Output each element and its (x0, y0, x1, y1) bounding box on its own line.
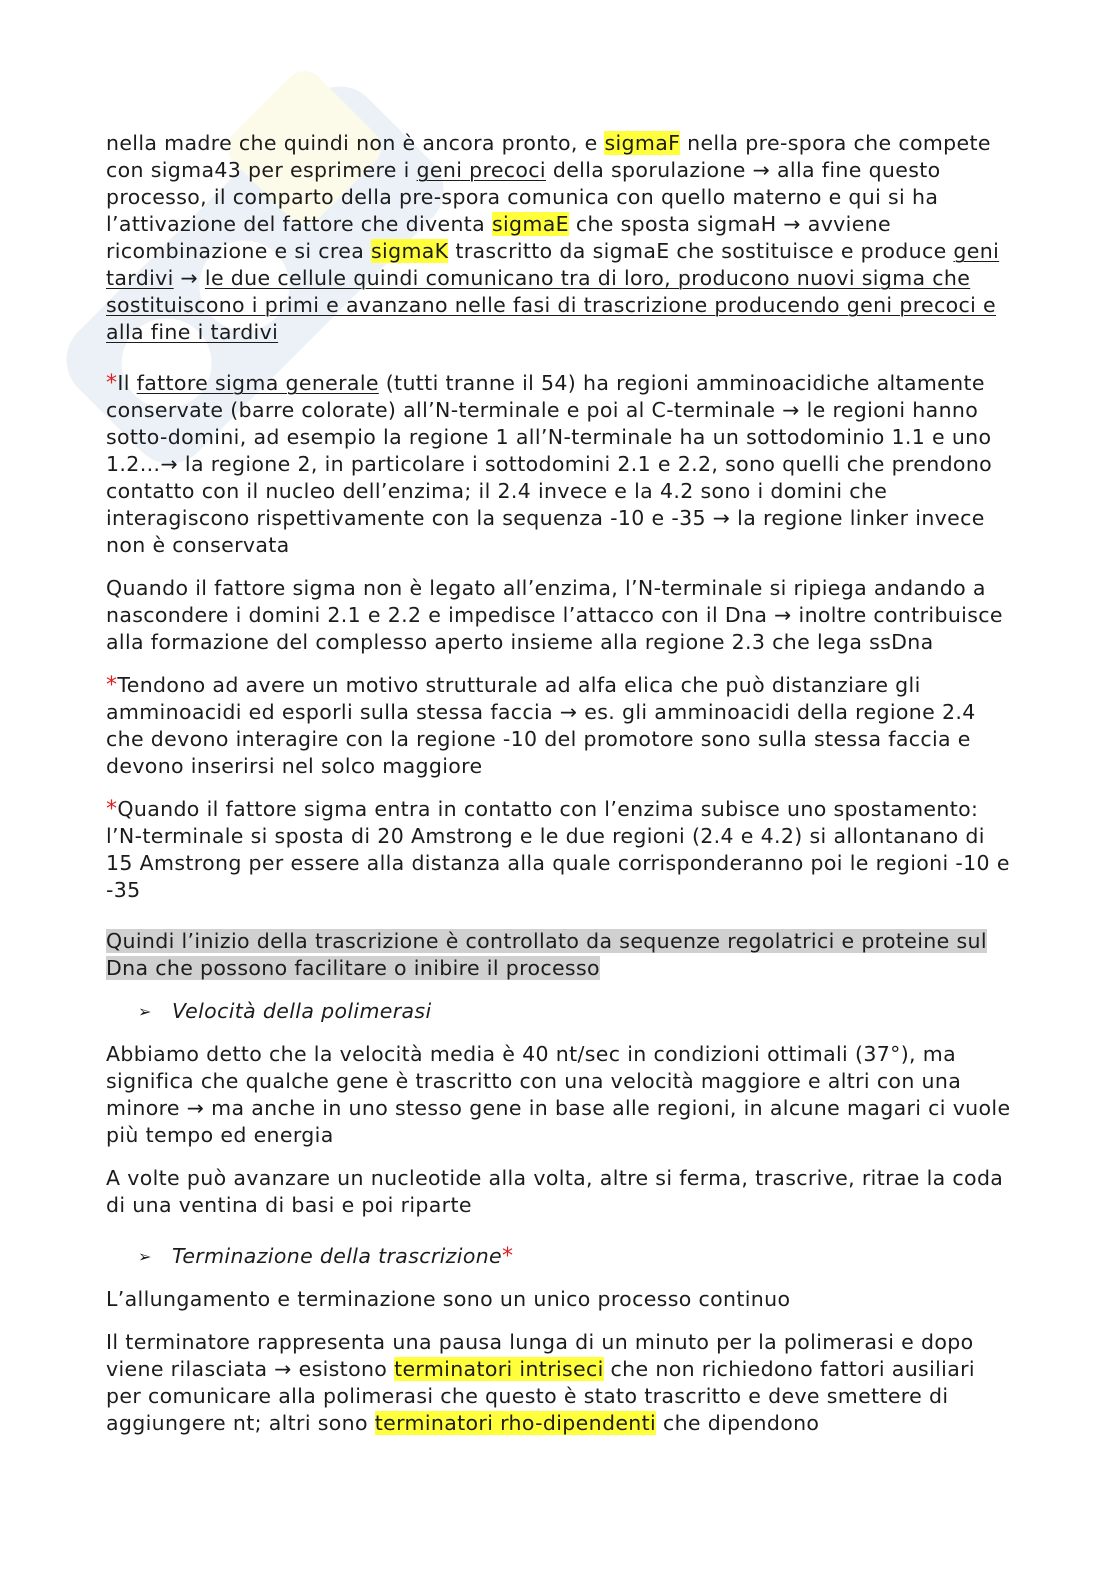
paragraph-allungamento: L’allungamento e terminazione sono un unico processo continuo (106, 1287, 791, 1311)
red-asterisk: * (106, 371, 118, 396)
document-page (106, 130, 1011, 1453)
red-asterisk: * (106, 673, 118, 698)
arrow-bullet-icon: ➢ (138, 1247, 152, 1266)
paragraph-alfa-elica: *Tendono ad avere un motivo strutturale ad alfa elica che può distanziare gli amminoacidi ed esporli sulla stessa faccia → es. gli amminoacidi della regione 2.4 che devono interagire con la regione -10 del promotore sono sulla stessa faccia e devono inserirsi nel solco maggiore (106, 673, 976, 778)
grey-highlight: Quindi l’inizio della trascrizione è controllato da sequenze regolatrici e proteine sul Dna che possono facilitare o inibire il processo (106, 929, 987, 980)
highlight-terminatori-intriseci: terminatori intriseci (394, 1357, 604, 1381)
bullet-label: Velocità della polimerasi (172, 999, 432, 1023)
paragraph-spostamento: *Quando il fattore sigma entra in contatto con l’enzima subisce uno spostamento: l’N-terminale si sposta di 20 Amstrong e le due regioni (2.4 e 4.2) si allontanano di 15 Amstrong per essere alla distanza alla quale corrisponderanno poi le regioni -10 e -35 (106, 797, 1010, 902)
paragraph-n-terminale: Quando il fattore sigma non è legato all’enzima, l’N-terminale si ripiega andando a nascondere i domini 2.1 e 2.2 e impedisce l’attacco con il Dna → inoltre contribuisce alla formazione del complesso aperto insieme alla regione 2.3 che lega ssDna (106, 576, 1003, 654)
arrow-bullet-icon: ➢ (138, 1002, 152, 1021)
bullet-label: Terminazione della trascrizione (172, 1244, 503, 1268)
paragraph-nucleotide: A volte può avanzare un nucleotide alla volta, altre si ferma, trascrive, ritrae la coda di una ventina di basi e poi riparte (106, 1166, 1004, 1217)
highlight-sigmaK: sigmaK (371, 239, 449, 263)
underline-geni-tardivi: geni tardivi (106, 239, 1000, 290)
paragraph-summary-grey (106, 928, 1011, 982)
paragraph-sporulation: nella madre che quindi non è ancora pronto, e sigmaF nella pre-spora che compete con sigma43 per esprimere i geni precoci della sporulazione → alla fine questo processo, il comparto della pre-spora comunica con quello materno e qui si ha l’attivazione del fattore che diventa sigmaE che sposta sigmaH → avviene ricombinazione e si crea sigmaK trascritto da sigmaE che sostituisce e produce geni tardivi → le due cellule quindi comunicano tra di loro, producono nuovi sigma che sostituiscono i primi e avanzano nelle fasi di trascrizione producendo geni precoci e alla fine i tardivi (106, 131, 1000, 344)
underline-summary: le due cellule quindi comunicano tra di loro, producono nuovi sigma che sostituiscono i primi e avanzano nelle fasi di trascrizione producendo geni precoci e alla fine i tardivi (106, 266, 997, 344)
paragraph-terminatore: Il terminatore rappresenta una pausa lunga di un minuto per la polimerasi e dopo viene rilasciata → esistono terminatori intriseci che non richiedono fattori ausiliari per comunicare alla polimerasi che questo è stato trascritto e deve smettere di aggiungere nt; altri sono terminatori rho-dipendenti che dipendono (106, 1330, 975, 1435)
highlight-sigmaF: sigmaF (604, 131, 681, 155)
red-asterisk: * (502, 1244, 514, 1269)
bullet-terminazione (138, 1243, 1011, 1270)
highlight-terminatori-rho: terminatori rho-dipendenti (374, 1411, 657, 1435)
underline-geni-precoci: geni precoci (416, 158, 546, 182)
highlight-sigmaE: sigmaE (491, 212, 569, 236)
underline-fattore-sigma-generale: fattore sigma generale (136, 371, 379, 395)
paragraph-sigma-generale: *Il fattore sigma generale (tutti tranne il 54) ha regioni amminoacidiche altamente conservate (barre colorate) all’N-terminale e poi al C-terminale → le regioni hanno sotto-domini, ad esempio la regione 1 all’N-terminale ha un sottodominio 1.1 e uno 1.2…→ la regione 2, in particolare i sottodomini 2.1 e 2.2, sono quelli che prendono contatto con il nucleo dell’enzima; il 2.4 invece e la 4.2 sono i domini che interagiscono rispettivamente con la sequenza -10 e -35 → la regione linker invece non è conservata (106, 371, 993, 557)
bullet-velocita (138, 998, 1011, 1025)
paragraph-velocita-media: Abbiamo detto che la velocità media è 40 nt/sec in condizioni ottimali (37°), ma significa che qualche gene è trascritto con una velocità maggiore e altri con una minore → ma anche in uno stesso gene in base alle regioni, in alcune magari ci vuole più tempo ed energia (106, 1042, 1011, 1147)
red-asterisk: * (106, 797, 118, 822)
